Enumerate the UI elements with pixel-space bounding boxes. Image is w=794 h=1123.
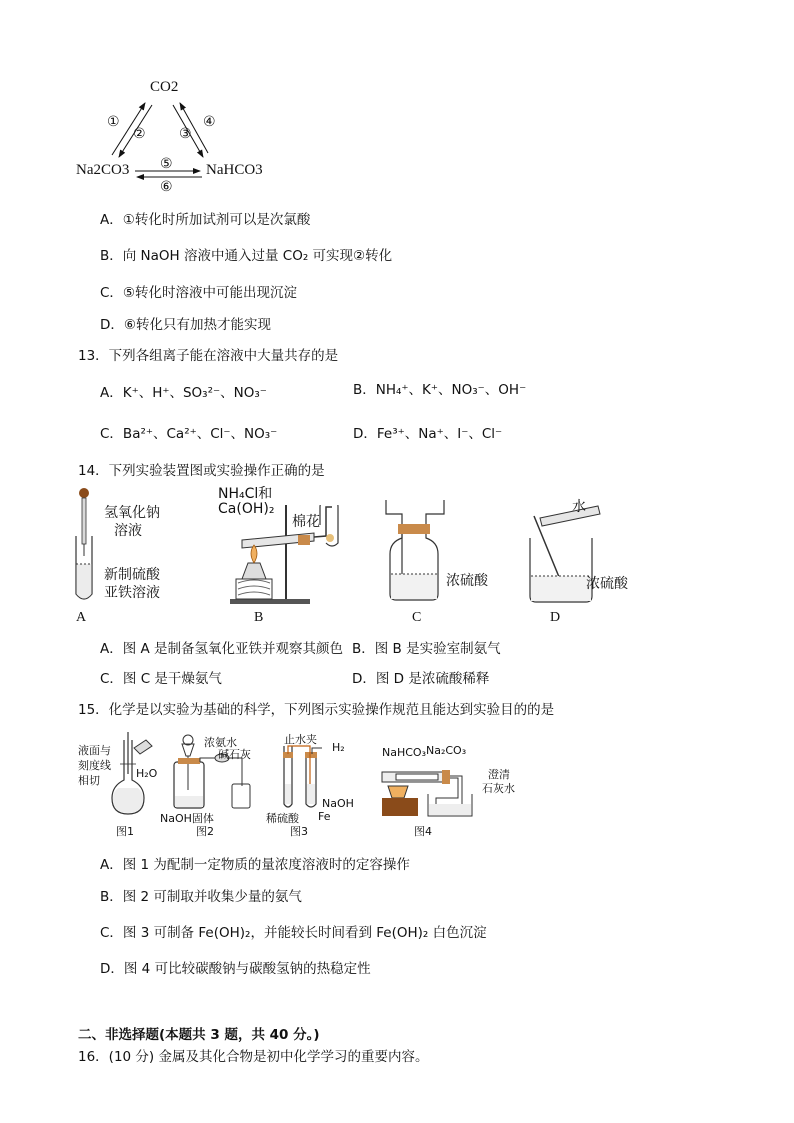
q16-stem: 16．(10 分) 金属及其化合物是初中化学学习的重要内容。 bbox=[78, 1049, 429, 1065]
fig-d-label-1: 水 bbox=[572, 499, 586, 515]
fig3-h2: H₂ bbox=[332, 741, 345, 754]
fig-a-label-1: 氢氧化钠 bbox=[104, 505, 160, 521]
fig-d-letter: D bbox=[550, 610, 561, 625]
fig1-caption: 图1 bbox=[116, 825, 134, 838]
q12-option-b: B．向 NaOH 溶液中通入过量 CO₂ 可实现②转化 bbox=[100, 248, 393, 264]
co2-label: CO2 bbox=[150, 79, 179, 95]
circle-2: ② bbox=[133, 126, 146, 142]
q12-option-a: A．①转化时所加试剂可以是次氯酸 bbox=[100, 212, 311, 228]
fig4-label-3: 澄清 bbox=[488, 768, 510, 781]
fig-c-letter: C bbox=[412, 610, 422, 625]
q15-option-a: A．图 1 为配制一定物质的量浓度溶液时的定容操作 bbox=[100, 857, 410, 873]
circle-3: ③ bbox=[179, 126, 192, 142]
circle-6: ⑥ bbox=[160, 179, 173, 195]
q12-option-c: C．⑤转化时溶液中可能出现沉淀 bbox=[100, 285, 298, 301]
fig2-label-3: NaOH固体 bbox=[160, 812, 214, 825]
fig-b-label-3: 棉花 bbox=[292, 514, 320, 530]
circle-1: ① bbox=[107, 114, 120, 130]
q15-option-d: D．图 4 可比较碳酸钠与碳酸氢钠的热稳定性 bbox=[100, 961, 371, 977]
q15-stem: 15．化学是以实验为基础的科学，下列图示实验操作规范且能达到实验目的的是 bbox=[78, 702, 555, 718]
fig1-h2o: H₂O bbox=[136, 767, 158, 780]
circle-5: ⑤ bbox=[160, 156, 173, 172]
na2co3-label: Na2CO3 bbox=[76, 162, 130, 178]
fig-b-apparatus bbox=[222, 505, 342, 607]
fig-c-apparatus bbox=[380, 498, 450, 606]
q13-option-b: B．NH₄⁺、K⁺、NO₃⁻、OH⁻ bbox=[353, 382, 527, 398]
q14-option-b: B．图 B 是实验室制氨气 bbox=[352, 641, 501, 657]
fig4-label-2: Na₂CO₃ bbox=[426, 744, 467, 757]
fig-a-label-2: 溶液 bbox=[114, 523, 142, 539]
q12-option-d: D．⑥转化只有加热才能实现 bbox=[100, 317, 271, 333]
q14-stem: 14．下列实验装置图或实验操作正确的是 bbox=[78, 463, 325, 479]
q15-option-c: C．图 3 可制备 Fe(OH)₂，并能较长时间看到 Fe(OH)₂ 白色沉淀 bbox=[100, 925, 487, 941]
fig-c-label-1: 浓硫酸 bbox=[446, 573, 488, 589]
fig-d-label-2: 浓硫酸 bbox=[586, 576, 628, 592]
fig-a-label-3: 新制硫酸 bbox=[104, 567, 160, 583]
fig3-label-1: 止水夹 bbox=[284, 733, 317, 746]
fig-a-label-4: 亚铁溶液 bbox=[104, 585, 160, 601]
q14-option-a: A．图 A 是制备氢氧化亚铁并观察其颜色 bbox=[100, 641, 344, 657]
circle-4: ④ bbox=[203, 114, 216, 130]
fig-b-label-1: NH₄Cl和 bbox=[218, 486, 273, 502]
q13-option-d: D．Fe³⁺、Na⁺、I⁻、Cl⁻ bbox=[353, 426, 503, 442]
fig1-label-2: 刻度线 bbox=[78, 759, 111, 772]
q14-option-d: D．图 D 是浓硫酸稀释 bbox=[352, 671, 490, 687]
q13-option-c: C．Ba²⁺、Ca²⁺、Cl⁻、NO₃⁻ bbox=[100, 426, 278, 442]
q15-option-b: B．图 2 可制取并收集少量的氨气 bbox=[100, 889, 302, 905]
fig-a-apparatus bbox=[70, 486, 100, 606]
q13-option-a: A．K⁺、H⁺、SO₃²⁻、NO₃⁻ bbox=[100, 385, 267, 401]
fig-b-letter: B bbox=[254, 610, 264, 625]
fig3-naoh: NaOH bbox=[322, 797, 354, 810]
q14-option-c: C．图 C 是干燥氨气 bbox=[100, 671, 222, 687]
conversion-arrows bbox=[90, 95, 230, 190]
fig4-caption: 图4 bbox=[414, 825, 432, 838]
fig2-label-2: 碱石灰 bbox=[218, 748, 251, 761]
fig2-caption: 图2 bbox=[196, 825, 214, 838]
fig2-label-1: 浓氨水 bbox=[204, 736, 237, 749]
fig1-label-1: 液面与 bbox=[78, 744, 111, 757]
fig3-acid: 稀硫酸 bbox=[266, 812, 299, 825]
fig-a-letter: A bbox=[76, 610, 87, 625]
fig4-label-4: 石灰水 bbox=[482, 782, 515, 795]
fig3-caption: 图3 bbox=[290, 825, 308, 838]
q13-stem: 13．下列各组离子能在溶液中大量共存的是 bbox=[78, 348, 339, 364]
nahco3-label: NaHCO3 bbox=[206, 162, 263, 178]
fig-b-label-2: Ca(OH)₂ bbox=[218, 501, 275, 517]
fig4-label-1: NaHCO₃ bbox=[382, 746, 426, 759]
section-heading: 二、非选择题(本题共 3 题，共 40 分。) bbox=[78, 1027, 320, 1043]
fig4-apparatus bbox=[376, 758, 484, 820]
fig3-fe: Fe bbox=[318, 810, 331, 823]
fig1-label-3: 相切 bbox=[78, 774, 100, 787]
